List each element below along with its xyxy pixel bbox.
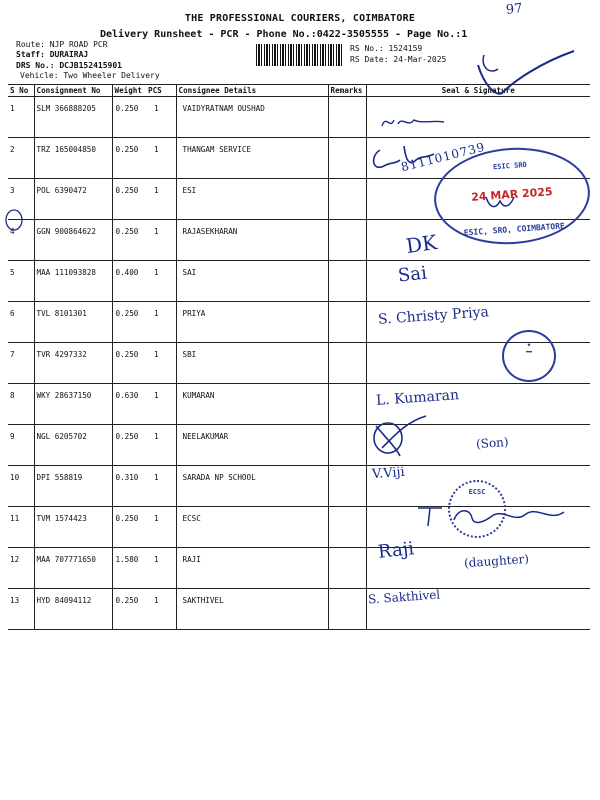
barcode xyxy=(256,44,344,66)
row-weight: 1.580 xyxy=(112,548,146,589)
row-consignment-no: DPI 558819 xyxy=(34,466,112,507)
ecsc-stamp-text: ECSC xyxy=(468,488,486,496)
document-subtitle: Delivery Runsheet - PCR - Phone No.:0422-3505555 - Page No.:1 xyxy=(100,29,468,40)
table-row xyxy=(8,384,590,425)
row-weight: 0.250 xyxy=(112,589,146,630)
row-remarks xyxy=(328,384,366,425)
row-sno: 7 xyxy=(8,343,34,384)
row-pcs: 1 xyxy=(146,343,176,384)
col-consignment: Consignment No xyxy=(34,85,112,97)
son-note: (Son) xyxy=(475,434,509,452)
row-consignee: RAJASEKHARAN xyxy=(176,220,328,261)
signature-1 xyxy=(378,110,448,134)
row-consignee: RAJI xyxy=(176,548,328,589)
signature-10: V.Viji xyxy=(371,464,406,483)
row-consignee: PRIYA xyxy=(176,302,328,343)
table-row xyxy=(8,589,590,630)
row-remarks xyxy=(328,466,366,507)
row-weight: 0.310 xyxy=(112,466,146,507)
row-consignment-no: TVL 8101301 xyxy=(34,302,112,343)
col-signature: Seal & Signature xyxy=(366,85,590,97)
row-sno: 10 xyxy=(8,466,34,507)
row-remarks xyxy=(328,343,366,384)
row-weight: 0.630 xyxy=(112,384,146,425)
signature-8: L. Kumaran xyxy=(375,387,460,409)
row-pcs: 1 xyxy=(146,507,176,548)
row-signature xyxy=(366,343,590,384)
col-consignee: Consignee Details xyxy=(176,85,328,97)
staff-label: Staff: DURAIRAJ xyxy=(16,50,89,59)
row-weight: 0.250 xyxy=(112,97,146,138)
row-pcs: 1 xyxy=(146,261,176,302)
row-remarks xyxy=(328,425,366,466)
row-remarks xyxy=(328,302,366,343)
rs-number: RS No.: 1524159 xyxy=(350,44,423,53)
daughter-note: (daughter) xyxy=(463,551,530,571)
date-stamp: 24 MAR 2025 xyxy=(470,185,553,204)
row-remarks xyxy=(328,179,366,220)
document-title: THE PROFESSIONAL COURIERS, COIMBATORE xyxy=(184,13,416,24)
signature-9 xyxy=(366,412,446,458)
route-label: Route: NJP ROAD PCR xyxy=(16,40,108,49)
row-consignee: ESI xyxy=(176,179,328,220)
row-sno: 4 xyxy=(8,220,34,261)
row-remarks xyxy=(328,548,366,589)
row-sno: 13 xyxy=(8,589,34,630)
row-weight: 0.400 xyxy=(112,261,146,302)
row-sno: 12 xyxy=(8,548,34,589)
row-weight: 0.250 xyxy=(112,138,146,179)
row-pcs: 1 xyxy=(146,589,176,630)
row-consignment-no: SLM 366888205 xyxy=(34,97,112,138)
row-consignee: KUMARAN xyxy=(176,384,328,425)
row-sno: 3 xyxy=(8,179,34,220)
row-weight: 0.250 xyxy=(112,507,146,548)
initial-mark xyxy=(480,193,520,211)
row-consignee: SBI xyxy=(176,343,328,384)
rs-date: RS Date: 24-Mar-2025 xyxy=(350,55,447,64)
row-pcs: 1 xyxy=(146,97,176,138)
row-consignee: SAI xyxy=(176,261,328,302)
row-sno: 6 xyxy=(8,302,34,343)
table-row xyxy=(8,302,590,343)
signature-13: S. Sakthivel xyxy=(367,587,441,607)
phone-note: 8111010739 xyxy=(399,139,487,175)
row-sno: 2 xyxy=(8,138,34,179)
row-sno: 5 xyxy=(8,261,34,302)
col-weight: Weight xyxy=(112,85,146,97)
row-pcs: 1 xyxy=(146,425,176,466)
stamp-top-text: ESIC SRO xyxy=(492,160,528,172)
row-pcs: 1 xyxy=(146,302,176,343)
row-consignee: SAKTHIVEL xyxy=(176,589,328,630)
col-pcs: PCS xyxy=(146,85,176,97)
stamp-bottom-text: ESIC, SRO, COIMBATORE xyxy=(463,221,566,238)
signature-6: S. Christy Priya xyxy=(377,304,490,328)
row-consignment-no: TVR 4297332 xyxy=(34,343,112,384)
row-consignee: THANGAM SERVICE xyxy=(176,138,328,179)
row-consignment-no: MAA 707771650 xyxy=(34,548,112,589)
row-pcs: 1 xyxy=(146,220,176,261)
row-consignment-no: WKY 28637150 xyxy=(34,384,112,425)
row-weight: 0.250 xyxy=(112,302,146,343)
row-pcs: 1 xyxy=(146,138,176,179)
checkmark-icon xyxy=(470,45,580,100)
table-row xyxy=(8,261,590,302)
row-sno: 11 xyxy=(8,507,34,548)
sbi-stamp: ◆ ▬▬ xyxy=(502,330,556,382)
signature-5: Sai xyxy=(396,262,428,287)
row-pcs: 1 xyxy=(146,384,176,425)
row-pcs: 1 xyxy=(146,548,176,589)
row-consignment-no: NGL 6205702 xyxy=(34,425,112,466)
row-remarks xyxy=(328,138,366,179)
row-consignment-no: MAA 111093828 xyxy=(34,261,112,302)
row-remarks xyxy=(328,589,366,630)
row-consignment-no: TVM 1574423 xyxy=(34,507,112,548)
row-sno: 8 xyxy=(8,384,34,425)
signature-12: Raji xyxy=(377,538,416,563)
row-consignee: NEELAKUMAR xyxy=(176,425,328,466)
row-pcs: 1 xyxy=(146,179,176,220)
row-consignment-no: POL 6390472 xyxy=(34,179,112,220)
row-sno: 1 xyxy=(8,97,34,138)
row-consignee: SARADA NP SCHOOL xyxy=(176,466,328,507)
row-weight: 0.250 xyxy=(112,220,146,261)
drs-number: DRS No.: DCJB152415901 xyxy=(16,61,122,70)
row-remarks xyxy=(328,261,366,302)
col-remarks: Remarks xyxy=(328,85,366,97)
row-consignee: ECSC xyxy=(176,507,328,548)
circle-mark xyxy=(3,208,25,232)
row-remarks xyxy=(328,220,366,261)
row-pcs: 1 xyxy=(146,466,176,507)
col-sno: S No xyxy=(8,85,34,97)
page-mark: 97 xyxy=(505,1,524,18)
signature-11 xyxy=(414,500,574,532)
row-consignment-no: HYD 84094112 xyxy=(34,589,112,630)
vehicle-label: Vehicle: Two Wheeler Delivery xyxy=(20,71,160,80)
row-weight: 0.250 xyxy=(112,343,146,384)
row-weight: 0.250 xyxy=(112,425,146,466)
table-row xyxy=(8,97,590,138)
row-consignee: VAIDYRATNAM OUSHAD xyxy=(176,97,328,138)
row-consignment-no: TRZ 165004850 xyxy=(34,138,112,179)
row-remarks xyxy=(328,97,366,138)
row-remarks xyxy=(328,507,366,548)
row-weight: 0.250 xyxy=(112,179,146,220)
signature-4: DK xyxy=(404,229,439,259)
row-sno: 9 xyxy=(8,425,34,466)
row-consignment-no: GGN 900864622 xyxy=(34,220,112,261)
